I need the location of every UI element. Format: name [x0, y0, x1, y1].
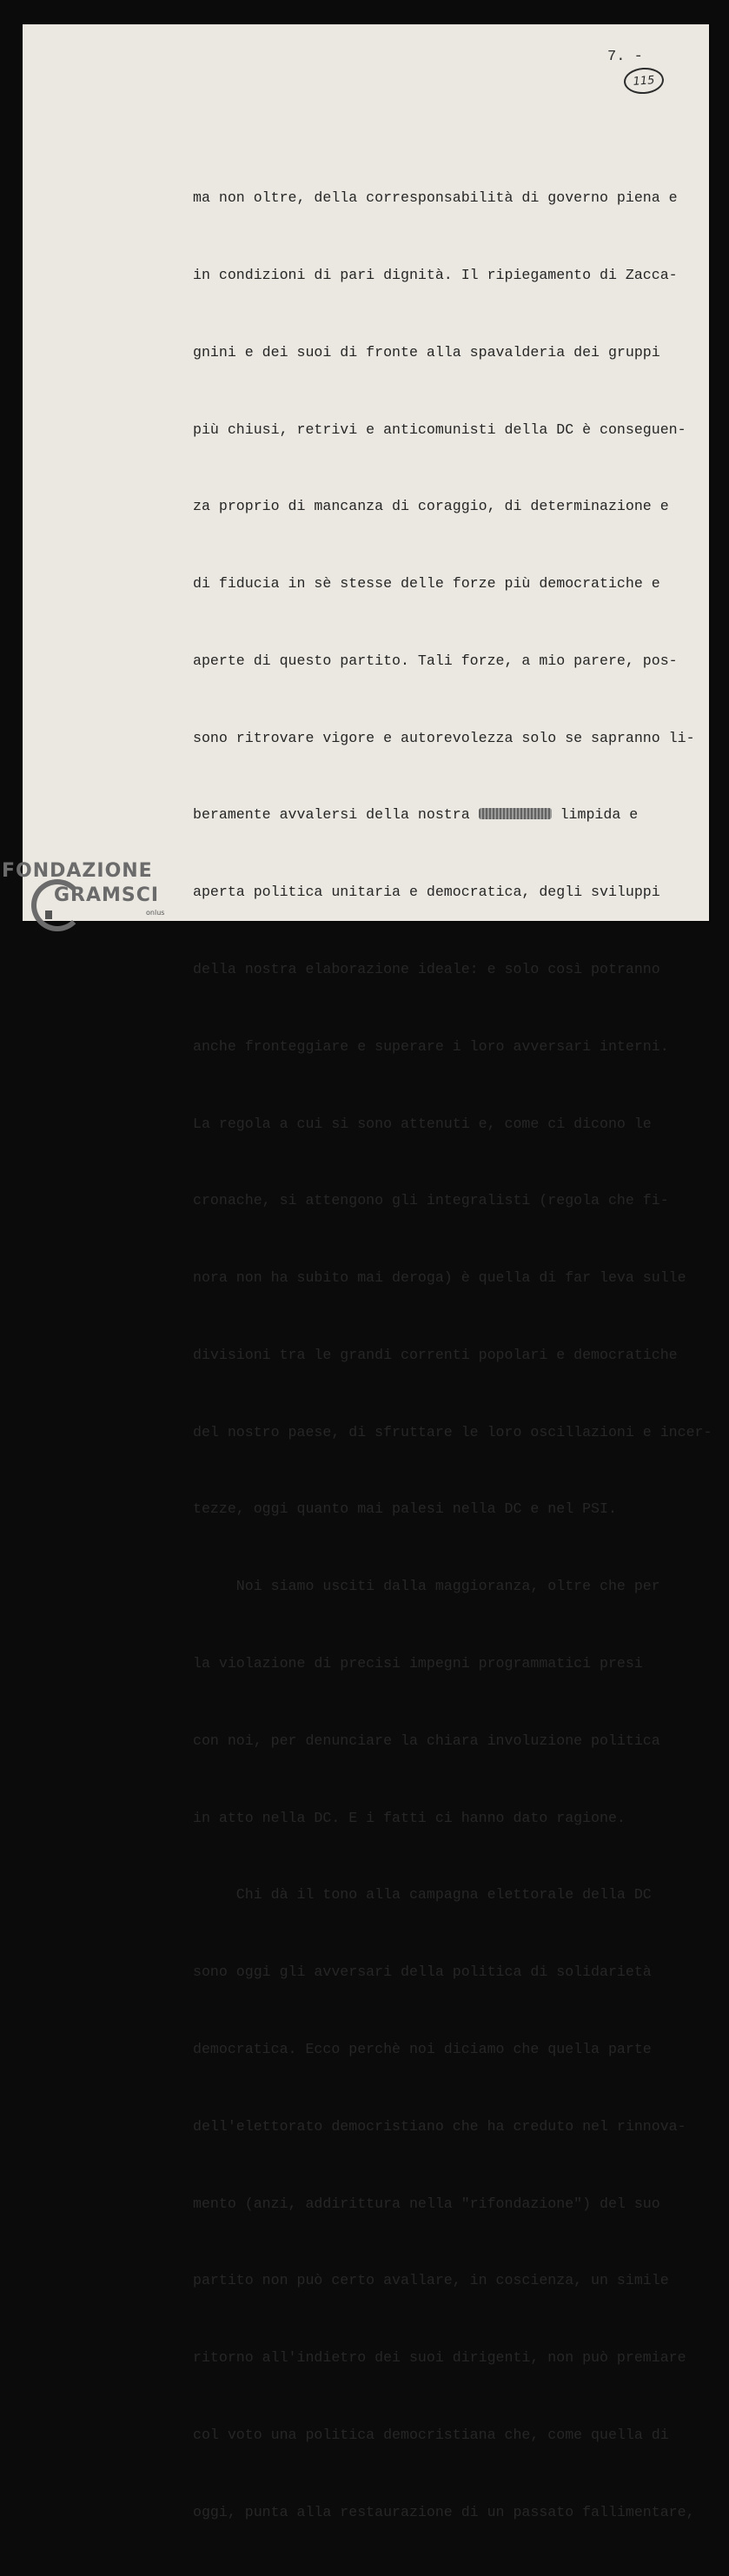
- foundation-watermark: [2, 860, 193, 930]
- document-page: [23, 24, 712, 2520]
- corner-mark: [45, 911, 52, 919]
- text-segment: beramente avvalersi della nostra: [193, 806, 470, 824]
- text-line-with-erasure: [193, 802, 709, 828]
- archive-stamp: 115: [623, 66, 665, 95]
- text-line: mento (anzi, addirittura nella "rifondazione") del suo: [193, 2195, 660, 2212]
- text-line: aperta politica unitaria e democratica, degli sviluppi: [193, 884, 660, 901]
- watermark-small-text: onlus: [146, 909, 165, 917]
- page-number: 7. -: [607, 49, 643, 65]
- text-line: La regola a cui si sono attenuti e, come ci dicono le: [193, 1115, 652, 1132]
- text-line: sono ritrovare vigore e autorevolezza solo se sapranno li-: [193, 729, 695, 746]
- text-line: aperte di questo partito. Tali forze, a mio parere, pos-: [193, 652, 678, 669]
- text-line: in condizioni di pari dignità. Il ripiegamento di Zacca-: [193, 266, 678, 283]
- erasure-mark: [479, 808, 552, 819]
- text-line: sono oggi gli avversari della politica di solidarietà: [193, 1963, 652, 1981]
- text-line: ritorno all'indietro dei suoi dirigenti, non può premiare: [193, 2349, 686, 2367]
- text-line: della nostra elaborazione ideale: e solo così potranno: [193, 961, 660, 977]
- text-line: la violazione di precisi impegni programmatici presi: [193, 1655, 643, 1672]
- text-line: col voto una politica democristiana che, come quella di: [193, 2426, 669, 2443]
- text-line: tezze, oggi quanto mai palesi nella DC e nel PSI.: [193, 1500, 617, 1518]
- text-line: cronache, si attengono gli integralisti (regola che fi-: [193, 1192, 669, 1209]
- text-segment: limpida e: [551, 806, 639, 824]
- text-line: gnini e dei suoi di fronte alla spavalderia dei gruppi: [193, 343, 660, 361]
- typewritten-body: [193, 134, 712, 2576]
- text-line: dell'elettorato democristiano che ha creduto nel rinnova-: [193, 2117, 686, 2135]
- text-line: Noi siamo usciti dalla maggioranza, oltre che per: [193, 1578, 660, 1595]
- text-line: in atto nella DC. E i fatti ci hanno dato ragione.: [193, 1809, 626, 1826]
- text-line: con noi, per denunciare la chiara involuzione politica: [193, 1732, 660, 1749]
- text-line: Chi dà il tono alla campagna elettorale della DC: [193, 1886, 652, 1904]
- text-line: za proprio di mancanza di coraggio, di determinazione e: [193, 498, 669, 515]
- text-line: di fiducia in sè stesse delle forze più democratiche e: [193, 575, 660, 593]
- text-line: divisioni tra le grandi correnti popolari e democratiche: [193, 1346, 678, 1363]
- text-line: partito non può certo avallare, in coscienza, un simile: [193, 2272, 669, 2289]
- text-line: oggi, punta alla restaurazione di un passato fallimentare,: [193, 2503, 695, 2520]
- text-line: del nostro paese, di sfruttare le loro oscillazioni e incer-: [193, 1423, 712, 1440]
- text-line: ma non oltre, della corresponsabilità di governo piena e: [193, 189, 678, 207]
- text-line: nora non ha subito mai deroga) è quella di far leva sulle: [193, 1269, 686, 1287]
- text-line: democratica. Ecco perchè noi diciamo che quella parte: [193, 2040, 652, 2057]
- text-line: più chiusi, retrivi e anticomunisti della DC è conseguen-: [193, 421, 686, 438]
- watermark-line-2: GRAMSCI: [54, 884, 160, 906]
- text-line: anche fronteggiare e superare i loro avversari interni.: [193, 1037, 669, 1055]
- watermark-line-1: FONDAZIONE: [2, 860, 153, 882]
